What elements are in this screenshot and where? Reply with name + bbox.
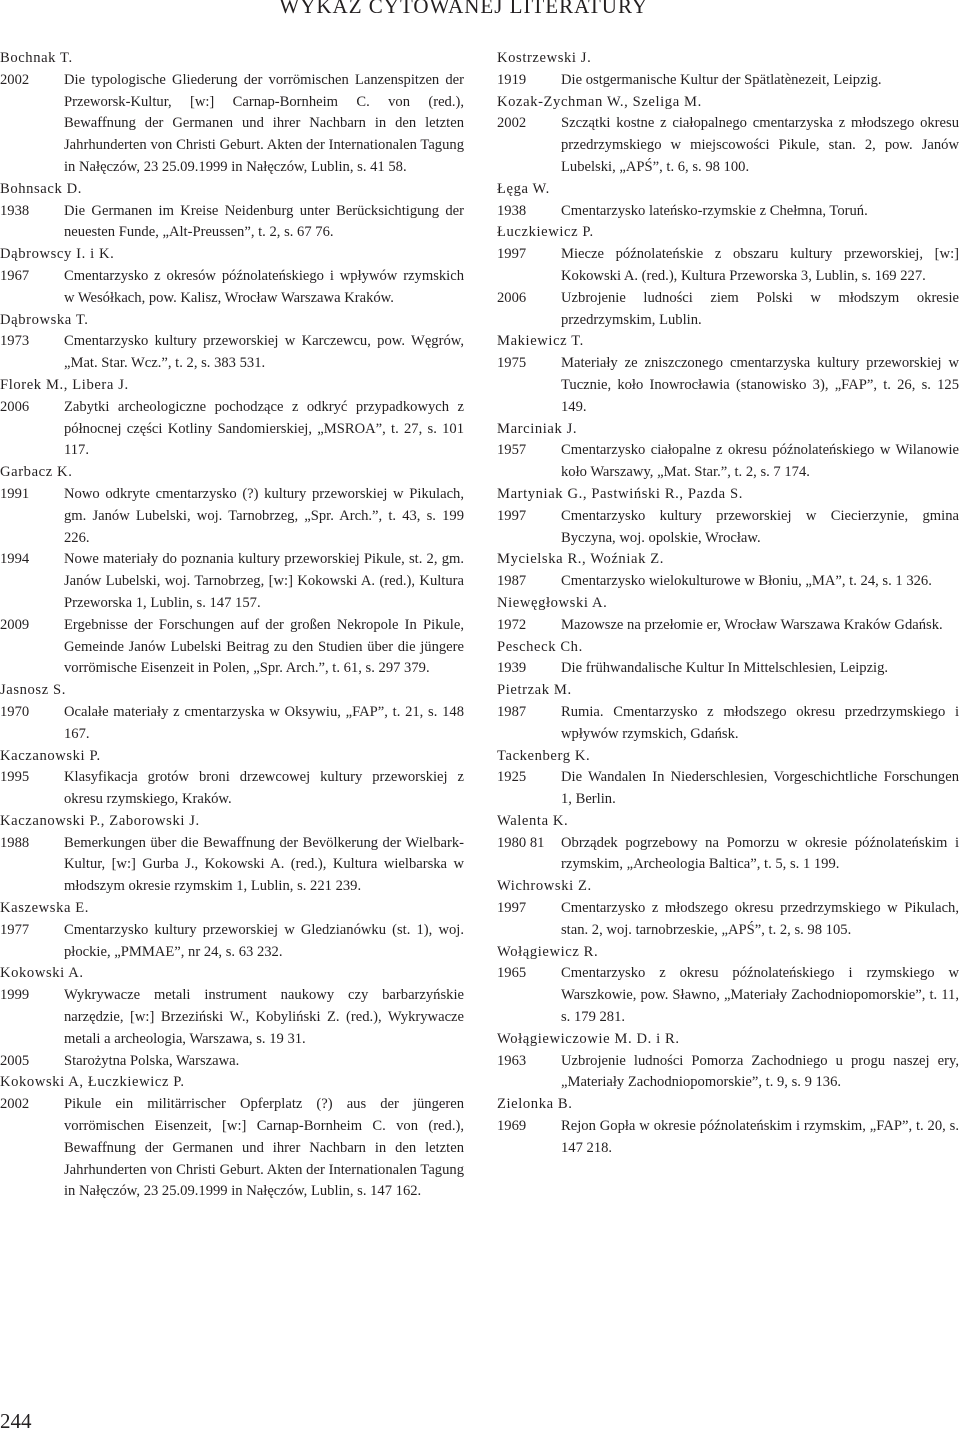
bibliography-author: Kostrzewski J. xyxy=(497,50,592,66)
entry-year: 2002 xyxy=(497,115,527,132)
entry-citation: Cmentarzysko kultury przeworskiej w Gledzianówku (st. 1), woj. płockie, „PMMAE”, nr 24, s. 63 232. xyxy=(64,921,464,960)
entry-citation: Die ostgermanische Kultur der Spätlatènezeit, Leipzig. xyxy=(561,71,882,88)
entry-year: 1969 xyxy=(497,1118,527,1135)
bibliography-entry xyxy=(0,1051,464,1073)
entry-year: 2005 xyxy=(0,1052,30,1069)
bibliography-author: Kaczanowski P. xyxy=(0,747,101,764)
entry-citation: Zabytki archeologiczne pochodzące z odkryć przypadkowych z północnej części Kotliny Sandomierskiej, „MSROA”, t. 27, s. 101 117. xyxy=(64,398,464,459)
entry-citation: Bemerkungen über die Bewaffnung der Bevölkerung der Wielbark-Kultur, [w:] Gurba J., Kokowski A. (red.), Kultura wielbarska w młodszym okresie rzymskim 1, Lublin, s. 221 239. xyxy=(64,834,464,895)
bibliography-entry xyxy=(497,440,959,484)
bibliography-author: Zielonka B. xyxy=(497,1096,573,1113)
entry-citation: Uzbrojenie ludności Pomorza Zachodniego u progu naszej ery, „Materiały Zachodniopomorskie”, t. 9, s. 9 136. xyxy=(561,1052,959,1091)
entry-year: 2009 xyxy=(0,616,30,633)
bibliography-entry xyxy=(497,1116,959,1160)
entry-year: 1999 xyxy=(0,987,30,1004)
entry-citation: Cmentarzysko z okresu późnolateńskiego i rzymskiego w Warszkowie, pow. Sławno, „Materiały Zachodniopomorskie”, t. 11, s. 179 281. xyxy=(561,965,959,1026)
entry-year: 1987 xyxy=(497,703,527,720)
bibliography-right-column xyxy=(497,48,959,1160)
entry-year: 1965 xyxy=(497,965,527,982)
entry-year: 1957 xyxy=(497,442,527,459)
entry-year: 1977 xyxy=(0,921,30,938)
entry-year: 1975 xyxy=(497,355,527,372)
bibliography-entry xyxy=(497,898,959,942)
entry-year: 1980 81 xyxy=(497,834,545,851)
entry-citation: Obrządek pogrzebowy na Pomorzu w okresie późnolateńskim i rzymskim, „Archeologia Baltica”, t. 5, s. 1 199. xyxy=(561,834,959,873)
entry-citation: Wykrywacze metali instrument naukowy czy barbarzyńskie narzędzie, [w:] Brzeziński W., Kobyliński Z. (red.), Wykrywacze metali a archeologia, Warszawa, s. 19 31. xyxy=(64,987,464,1047)
bibliography-entry xyxy=(497,615,959,637)
entry-citation: Ergebnisse der Forschungen auf der großen Nekropole In Pikule, Gemeinde Janów Lubelski Beitrag zu den Studien über die jüngere vorrömische Eisenzeit in Polen, „Spr. Arch.”, t. 61, s. 297 379. xyxy=(64,616,464,677)
bibliography-author: Mycielska R., Woźniak Z. xyxy=(497,551,664,568)
entry-year: 1939 xyxy=(497,660,527,677)
bibliography-author: Tackenberg K. xyxy=(497,747,591,764)
bibliography-entry xyxy=(0,833,464,898)
bibliography-author: Dąbrowska T. xyxy=(0,311,89,328)
bibliography-author: Kokowski A. xyxy=(0,965,84,982)
entry-citation: Starożytna Polska, Warszawa. xyxy=(64,1052,240,1069)
bibliography-author: Florek M., Libera J. xyxy=(0,376,129,393)
bibliography-entry xyxy=(0,615,464,680)
entry-citation: Cmentarzysko lateńsko-rzymskie z Chełmna, Toruń. xyxy=(561,202,868,219)
bibliography-author: Walenta K. xyxy=(497,812,569,829)
entry-year: 1938 xyxy=(497,202,527,219)
bibliography-entry xyxy=(0,1094,464,1203)
entry-citation: Cmentarzysko z młodszego okresu przedrzymskiego w Pikulach, stan. 2, woj. tarnobrzeskie, „APŚ”, t. 2, s. 98 105. xyxy=(561,900,959,938)
bibliography-entry xyxy=(497,658,959,680)
bibliography-entry xyxy=(497,506,959,550)
entry-citation: Nowo odkryte cmentarzysko (?) kultury przeworskiej w Pikulach, gm. Janów Lubelski, woj. Tarnobrzeg, „Spr. Arch.”, t. 43, s. 199 226. xyxy=(64,485,464,546)
bibliography-entry xyxy=(497,767,959,811)
entry-citation: Nowe materiały do poznania kultury przeworskiej Pikule, st. 2, gm. Janów Lubelski, woj. Tarnobrzeg, [w:] Kokowski A. (red.), Kultura Przeworska 1, Lublin, s. 147 157. xyxy=(64,551,464,611)
bibliography-author: Wichrowski Z. xyxy=(497,878,592,895)
entry-citation: Die typologische Gliederung der vorrömischen Lanzenspitzen der Przeworsk-Kultur, [w:] Carnap-Bornheim C. von (red.), Bewaffnung der Germanen und ihrer Nachbarn in den letzten Jahrhunderten von Christi Geburt. Akten der Internationalen Tagung in Nałęczów, 23 25.09.1999 in Nałęczów, Lublin, s. 41 58. xyxy=(64,71,464,175)
entry-citation: Rumia. Cmentarzysko z młodszego okresu przedrzymskiego i wpływów rzymskich, Gdańsk. xyxy=(561,703,959,742)
entry-citation: Miecze późnolateńskie z obszaru kultury przeworskiej, [w:] Kokowski A. (red.), Kultura Przeworska 3, Lublin, s. 169 227. xyxy=(561,246,959,284)
entry-citation: Rejon Gopła w okresie późnolateńskim i rzymskim, „FAP”, t. 20, s. 147 218. xyxy=(561,1118,959,1156)
entry-citation: Pikule ein militärrischer Opferplatz (?) aus der jüngeren vorrömischen Eisenzeit, [w:] Carnap-Bornheim C. von (red.), Bewaffnung der Germanen und ihrer Nachbarn in den letzten Jahrhunderten von Christi Geburt. Akten der Internationalen Tagung in Nałęczów, 23 25.09.1999 in Nałęczów, Lublin, s. 147 162. xyxy=(64,1096,464,1200)
bibliography-author: Bochnak T. xyxy=(0,50,73,66)
page-number: 244 xyxy=(0,1409,32,1433)
entry-year: 1995 xyxy=(0,769,30,786)
entry-year: 1987 xyxy=(497,573,527,590)
bibliography-entry xyxy=(0,266,464,310)
bibliography-left-column xyxy=(0,48,464,1203)
bibliography-author: Dąbrowscy I. i K. xyxy=(0,246,115,263)
entry-citation: Materiały ze zniszczonego cmentarzyska kultury przeworskiej w Tucznie, koło Inowrocławia (stanowisko 3), „FAP”, t. 26, s. 125 149. xyxy=(561,355,959,415)
bibliography-author: Martyniak G., Pastwiński R., Pazda S. xyxy=(497,485,743,502)
entry-year: 2002 xyxy=(0,1096,30,1113)
entry-year: 2006 xyxy=(0,398,30,415)
bibliography-entry xyxy=(497,201,959,223)
bibliography-author: Wołągiewicz R. xyxy=(497,943,599,960)
entry-year: 2006 xyxy=(497,289,527,306)
entry-citation: Ocalałe materiały z cmentarzyska w Oksywiu, „FAP”, t. 21, s. 148 167. xyxy=(64,703,464,742)
bibliography-author: Marciniak J. xyxy=(497,420,578,437)
entry-year: 1994 xyxy=(0,551,30,568)
bibliography-author: Makiewicz T. xyxy=(497,333,584,350)
bibliography-entry xyxy=(0,985,464,1050)
bibliography-entry xyxy=(0,767,464,811)
entry-year: 1988 xyxy=(0,834,30,851)
bibliography-author: Wołągiewiczowie M. D. i R. xyxy=(497,1030,680,1047)
bibliography-author: Pescheck Ch. xyxy=(497,638,583,655)
bibliography-author: Pietrzak M. xyxy=(497,682,572,699)
bibliography-author: Kaczanowski P., Zaborowski J. xyxy=(0,812,200,829)
running-header: WYKAZ CYTOWANEJ LITERATURY xyxy=(279,0,648,18)
bibliography-entry xyxy=(497,833,959,877)
bibliography-entry xyxy=(0,70,464,179)
entry-citation: Klasyfikacja grotów broni drzewcowej kultury przeworskiej z okresu rzymskiego, Kraków. xyxy=(64,769,464,808)
entry-citation: Cmentarzysko ciałopalne z okresu późnolateńskiego w Wilanowie koło Warszawy, „Mat. Star.”, t. 2, s. 7 174. xyxy=(561,442,959,481)
entry-year: 1938 xyxy=(0,202,30,219)
entry-citation: Cmentarzysko kultury przeworskiej w Karczewcu, pow. Węgrów, „Mat. Star. Wcz.”, t. 2, s. 383 531. xyxy=(64,333,464,372)
entry-citation: Die frühwandalische Kultur In Mittelschlesien, Leipzig. xyxy=(561,660,889,677)
bibliography-entry xyxy=(0,702,464,746)
bibliography-author: Łuczkiewicz P. xyxy=(497,224,594,241)
entry-year: 1970 xyxy=(0,703,30,720)
entry-citation: Die Wandalen In Niederschlesien, Vorgeschichtliche Forschungen 1, Berlin. xyxy=(561,769,959,808)
bibliography-author: Łęga W. xyxy=(497,180,550,197)
bibliography-author: Kaszewska E. xyxy=(0,900,90,917)
bibliography-entry xyxy=(497,702,959,746)
entry-year: 1967 xyxy=(0,267,30,284)
bibliography-entry xyxy=(497,353,959,418)
bibliography-author: Niewęgłowski A. xyxy=(497,594,608,611)
bibliography-author: Jasnosz S. xyxy=(0,682,66,699)
bibliography-entry xyxy=(497,244,959,288)
bibliography-entry xyxy=(497,963,959,1028)
entry-year: 1973 xyxy=(0,333,30,350)
entry-year: 1919 xyxy=(497,71,527,88)
bibliography-entry xyxy=(497,288,959,332)
bibliography-entry xyxy=(0,484,464,549)
entry-year: 1997 xyxy=(497,246,527,263)
bibliography-entry xyxy=(0,331,464,375)
bibliography-author: Garbacz K. xyxy=(0,464,73,481)
bibliography-author: Kokowski A, Łuczkiewicz P. xyxy=(0,1074,185,1091)
entry-citation: Cmentarzysko kultury przeworskiej w Ciecierzynie, gmina Byczyna, woj. opolskie, Wrocław. xyxy=(561,507,959,546)
entry-citation: Cmentarzysko z okresów późnolateńskiego i wpływów rzymskich w Wesółkach, pow. Kalisz, Wrocław Warszawa Kraków. xyxy=(64,267,464,306)
bibliography-entry xyxy=(497,1051,959,1095)
entry-year: 1963 xyxy=(497,1052,527,1069)
entry-year: 1997 xyxy=(497,900,527,917)
bibliography-author: Bohnsack D. xyxy=(0,180,82,197)
bibliography-entry xyxy=(0,920,464,964)
entry-citation: Mazowsze na przełomie er, Wrocław Warszawa Kraków Gdańsk. xyxy=(561,616,943,633)
bibliography-entry xyxy=(0,397,464,462)
bibliography-entry xyxy=(0,549,464,614)
bibliography-entry xyxy=(497,70,959,92)
bibliography-author: Kozak-Zychman W., Szeliga M. xyxy=(497,93,702,110)
entry-citation: Szczątki kostne z ciałopalnego cmentarzyska z młodszego okresu przedrzymskiego w miejscowości Pikule, stan. 2, pow. Janów Lubelski, „APŚ”, t. 6, s. 98 100. xyxy=(561,115,959,175)
bibliography-entry xyxy=(497,113,959,178)
entry-citation: Cmentarzysko wielokulturowe w Błoniu, „MA”, t. 24, s. 1 326. xyxy=(561,573,932,590)
entry-year: 1972 xyxy=(497,616,527,633)
bibliography-entry xyxy=(497,571,959,593)
bibliography-entry xyxy=(0,201,464,245)
entry-citation: Uzbrojenie ludności ziem Polski w młodszym okresie przedrzymskim, Lublin. xyxy=(561,289,959,328)
entry-year: 2002 xyxy=(0,71,30,88)
entry-year: 1991 xyxy=(0,485,30,502)
entry-citation: Die Germanen im Kreise Neidenburg unter Berücksichtigung der neuesten Funde, „Alt-Preussen”, t. 2, s. 67 76. xyxy=(64,202,464,241)
entry-year: 1925 xyxy=(497,769,527,786)
entry-year: 1997 xyxy=(497,507,527,524)
